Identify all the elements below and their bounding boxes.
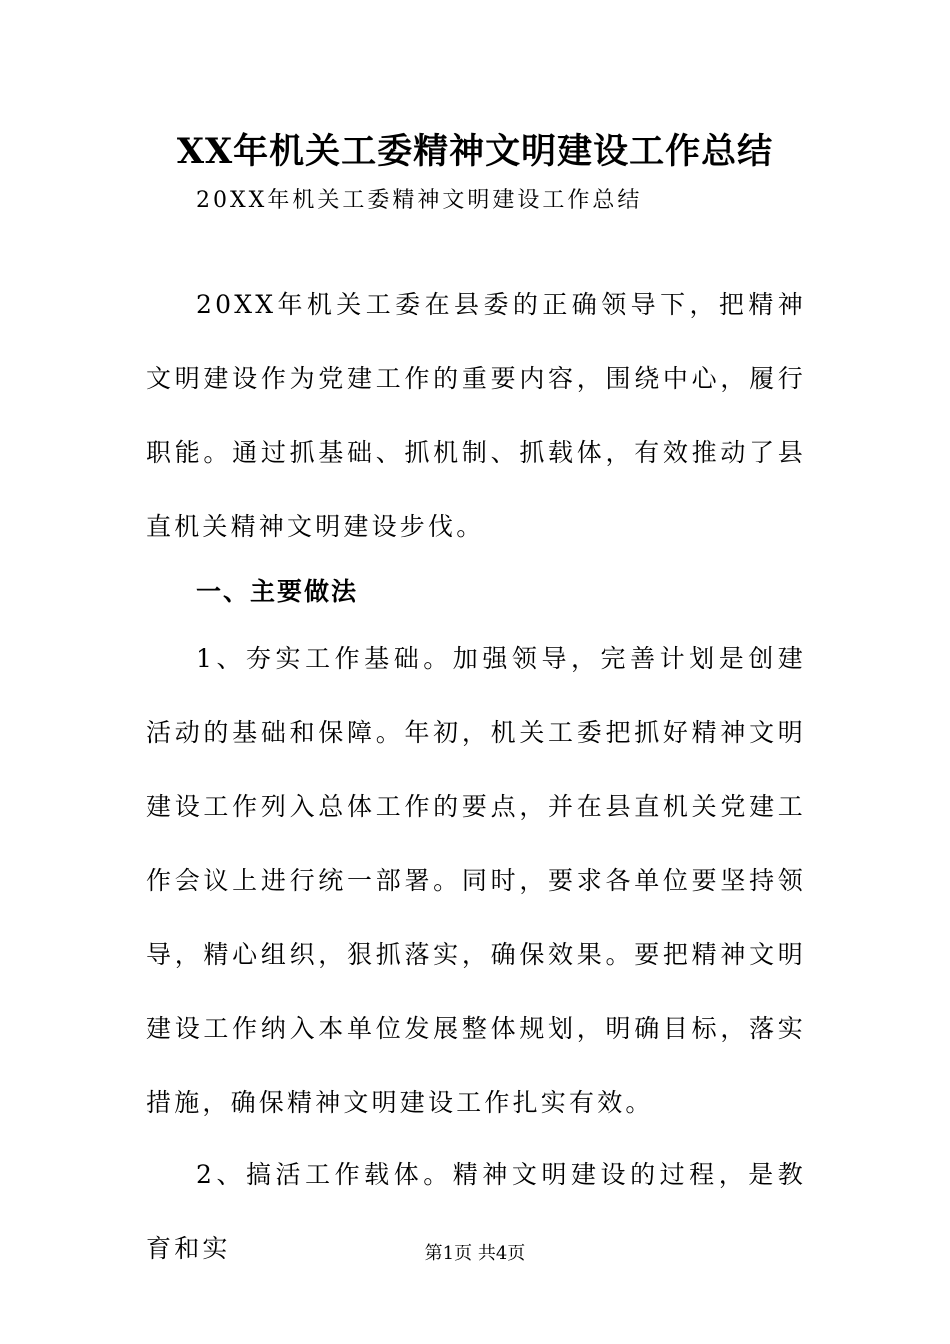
document-subtitle: 20XX年机关工委精神文明建设工作总结 <box>196 188 643 213</box>
section-paragraph-1: 1、夯实工作基础。加强领导，完善计划是创建活动的基础和保障。年初，机关工委把抓好精神文明建设工作列入总体工作的要点，并在县直机关党建工作会议上进行统一部署。同时，要求各单位要坚持领导，精心组织，狠抓落实，确保效果。要把精神文明建设工作纳入本单位发展整体规划，明确目标，落实措施，确保精神文明建设工作扎实有效。 <box>146 644 806 1117</box>
section-heading: 一、主要做法 <box>196 577 359 606</box>
page-footer: 第1页 共4页 <box>424 1243 526 1264</box>
intro-paragraph: 20XX年机关工委在县委的正确领导下，把精神文明建设作为党建工作的重要内容，围绕中心，履行职能。通过抓基础、抓机制、抓载体，有效推动了县直机关精神文明建设步伐。 <box>146 290 806 541</box>
section-paragraph-2: 2、搞活工作载体。精神文明建设的过程，是教育和实 <box>146 1160 806 1263</box>
page-title: XX年机关工委精神文明建设工作总结 <box>176 131 774 172</box>
